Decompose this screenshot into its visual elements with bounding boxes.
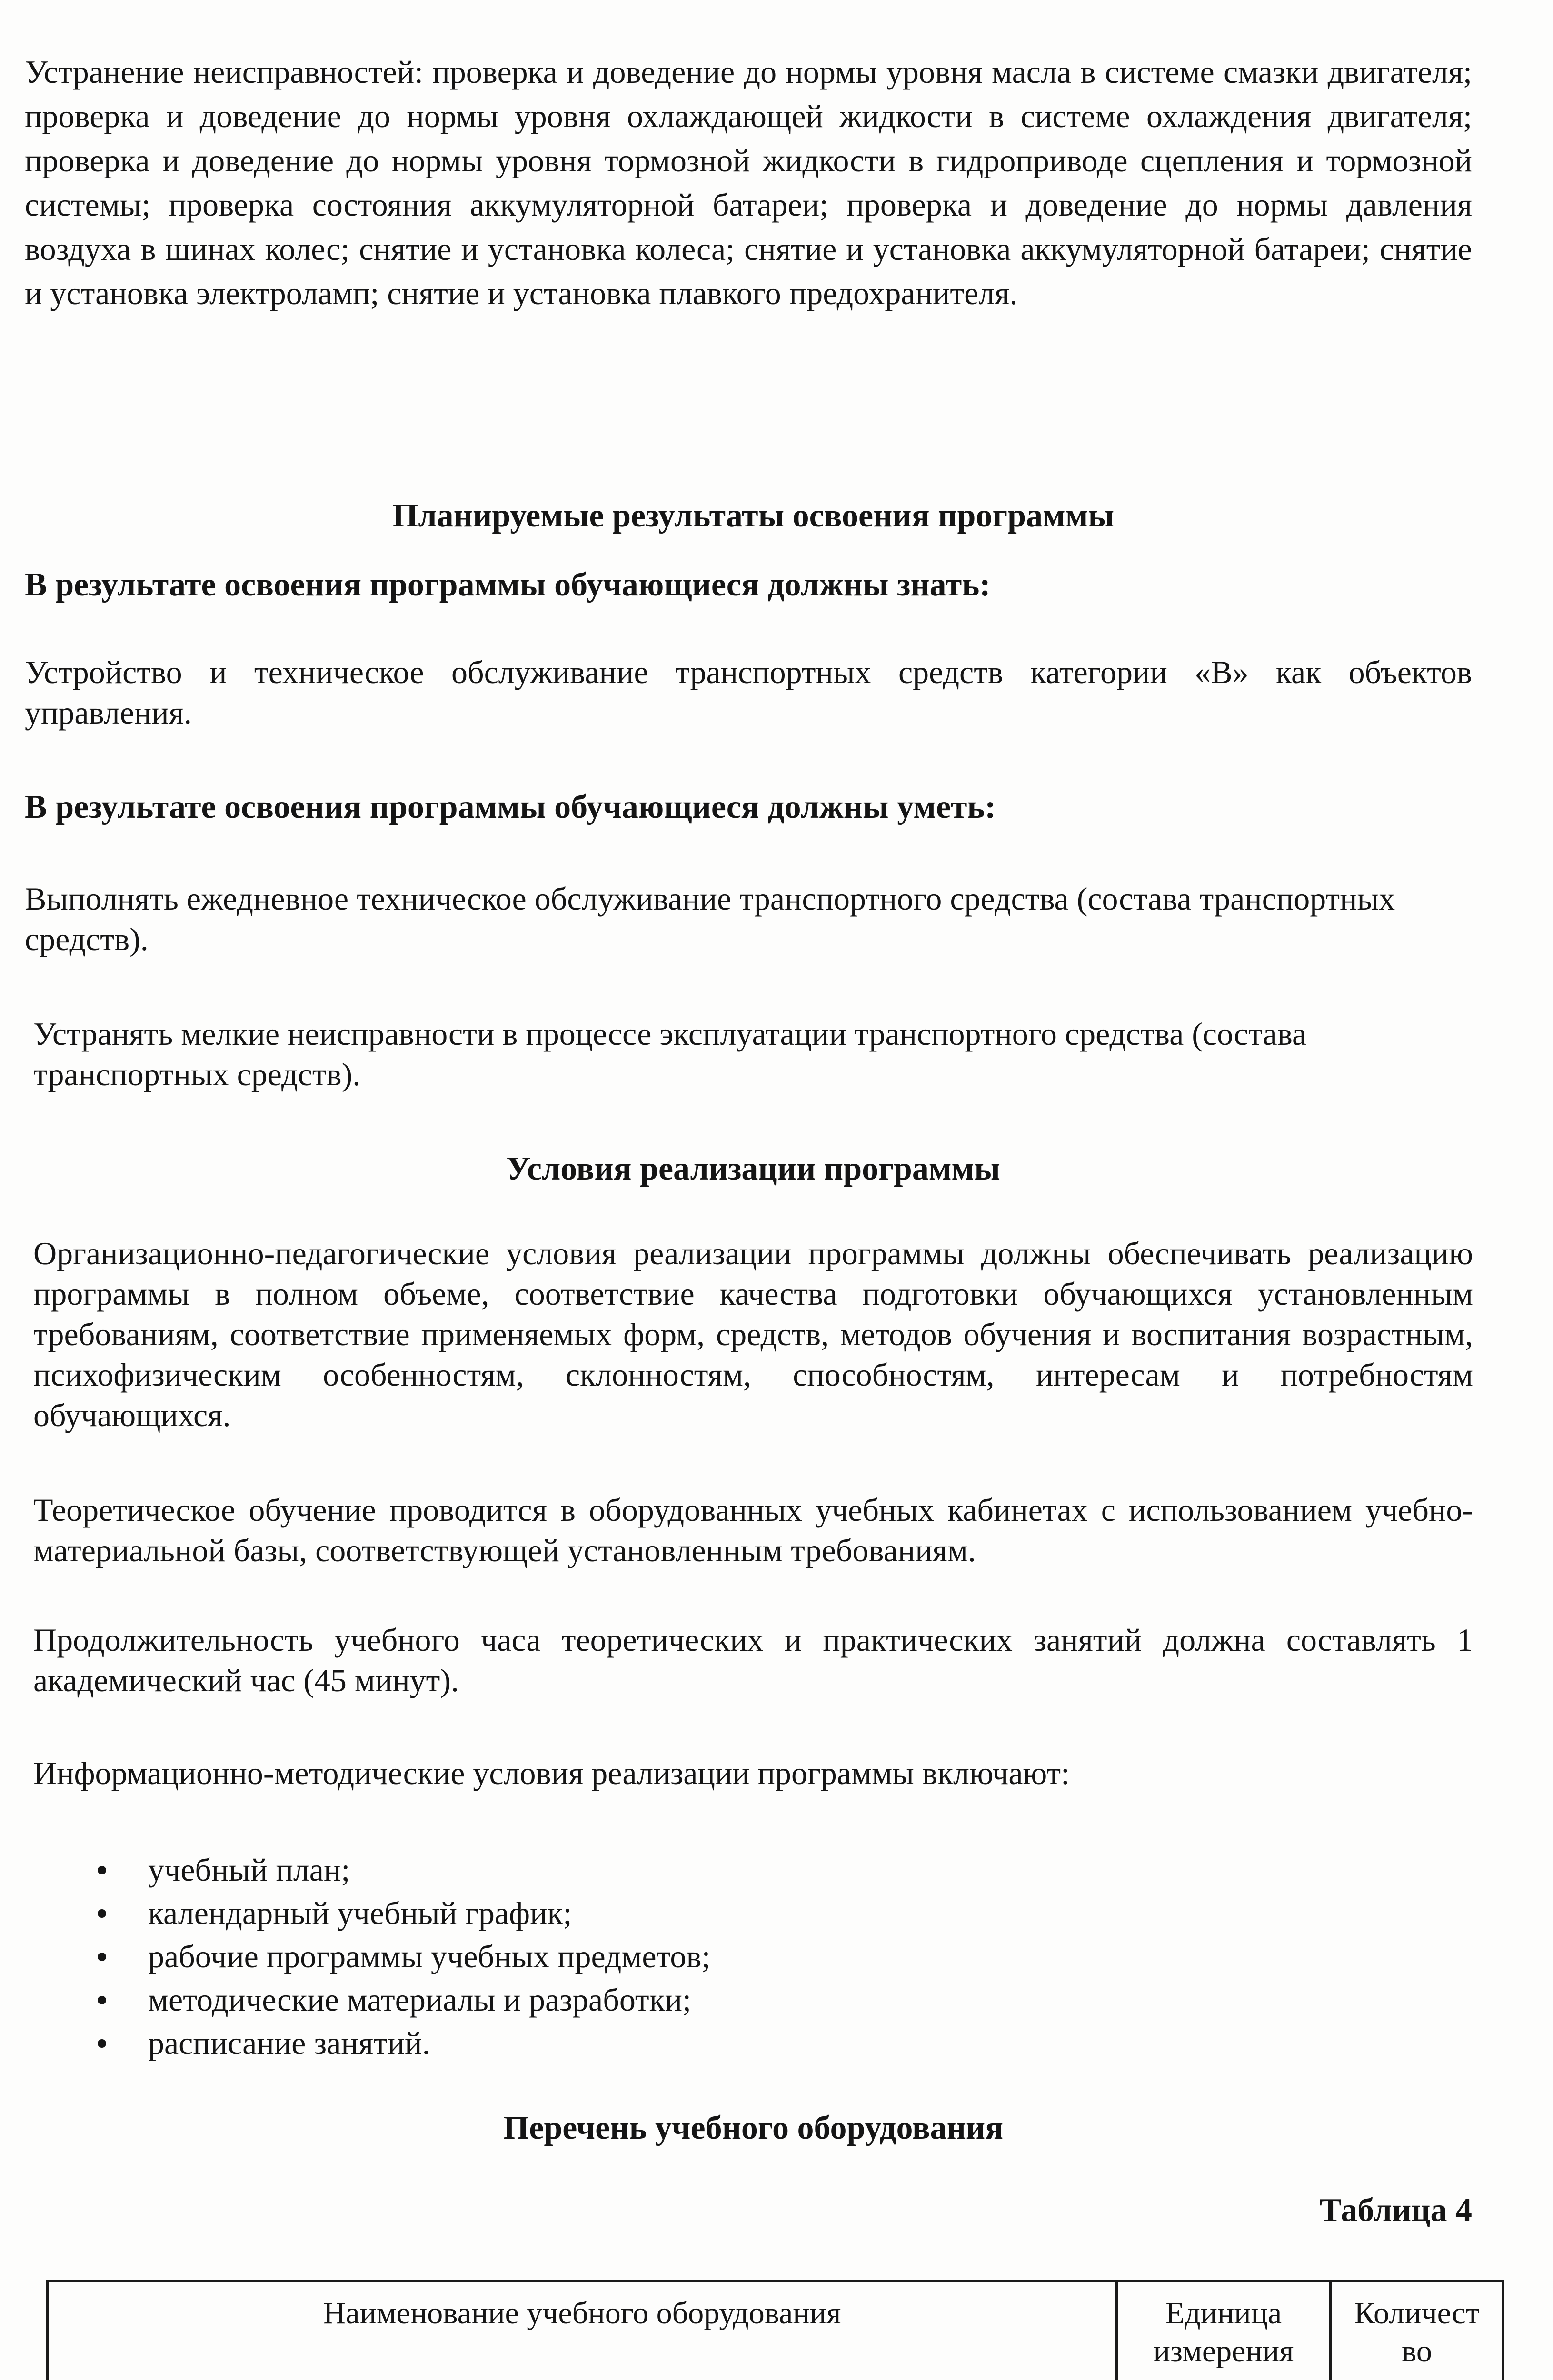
list-item bbox=[0, 1978, 1476, 2022]
bullet-icon bbox=[98, 1866, 106, 1874]
know-heading: В результате освоения программы обучающиеся должны знать: bbox=[25, 566, 991, 603]
list-item bbox=[0, 1892, 1476, 1935]
column-header-label: Единица bbox=[1165, 2296, 1282, 2330]
column-header-label: измерения bbox=[1153, 2334, 1294, 2369]
conditions-paragraph: Теоретическое обучение проводится в оборудованных учебных кабинетах с использованием учебно-материальной базы, соответствующей установленным требованиям. bbox=[33, 1492, 1473, 1568]
conditions-paragraph: Продолжительность учебного часа теоретических и практических занятий должна составлять 1 академический час (45 минут). bbox=[33, 1622, 1473, 1698]
list-item-text: рабочие программы учебных предметов; bbox=[148, 1938, 711, 1974]
can-heading: В результате освоения программы обучающиеся должны уметь: bbox=[25, 789, 996, 825]
column-header-label: Количест bbox=[1354, 2296, 1480, 2330]
conditions-paragraph: Организационно-педагогические условия реализации программы должны обеспечивать реализацию программы в полном объеме, соответствие качества подготовки обучающихся установленным требованиям, соответствие применяемых форм, средств, методов обучения и воспитания возрастным, психофизическим особенностям, склонностям, способностям, интересам и потребностям обучающихся. bbox=[33, 1235, 1473, 1433]
list-item-text: расписание занятий. bbox=[148, 2025, 430, 2061]
bullet-icon bbox=[98, 1996, 106, 2004]
list-item bbox=[0, 1935, 1476, 1978]
list-item-text: учебный план; bbox=[148, 1852, 350, 1888]
can-item: Устранять мелкие неисправности в процессе эксплуатации транспортного средства (состава транспортных средств). bbox=[33, 1016, 1307, 1092]
table-header-row bbox=[48, 2281, 1503, 2380]
list-item-text: календарный учебный график; bbox=[148, 1895, 572, 1931]
list-item bbox=[0, 1848, 1476, 1892]
table-caption: Таблица 4 bbox=[1319, 2192, 1472, 2229]
column-header-unit bbox=[1117, 2281, 1331, 2380]
column-header-label: Наименование учебного оборудования bbox=[323, 2296, 841, 2330]
equipment-table bbox=[46, 2280, 1504, 2380]
list-item-text: методические материалы и разработки; bbox=[148, 1982, 691, 2018]
list-item bbox=[0, 2022, 1476, 2065]
bullet-icon bbox=[98, 1909, 106, 1918]
results-heading: Планируемые результаты освоения программы bbox=[392, 497, 1115, 534]
conditions-heading: Условия реализации программы bbox=[506, 1150, 1000, 1187]
equipment-heading: Перечень учебного оборудования bbox=[503, 2110, 1004, 2146]
bullet-icon bbox=[98, 1953, 106, 1961]
column-header-quantity bbox=[1331, 2281, 1503, 2380]
conditions-list-intro: Информационно-методические условия реализации программы включают: bbox=[33, 1755, 1070, 1791]
intro-paragraph: Устранение неисправностей: проверка и доведение до нормы уровня масла в системе смазки двигателя; проверка и доведение до нормы уровня охлаждающей жидкости в системе охлаждения двигателя; проверка и доведение до нормы уровня тормозной жидкости в гидроприводе сцепления и тормозной системы; проверка состояния аккумуляторной батареи; проверка и доведение до нормы давления воздуха в шинах колес; снятие и установка колеса; снятие и установка аккумуляторной батареи; снятие и установка электроламп; снятие и установка плавкого предохранителя. bbox=[25, 54, 1472, 311]
column-header-label: во bbox=[1402, 2334, 1432, 2369]
know-text: Устройство и техническое обслуживание транспортных средств категории «В» как объектов управления. bbox=[25, 654, 1472, 731]
bullet-icon bbox=[98, 2039, 106, 2048]
can-item: Выполнять ежедневное техническое обслуживание транспортного средства (состава транспортных средств). bbox=[25, 881, 1395, 957]
column-header-name bbox=[48, 2281, 1117, 2380]
conditions-bullet-list bbox=[0, 1848, 1476, 2065]
